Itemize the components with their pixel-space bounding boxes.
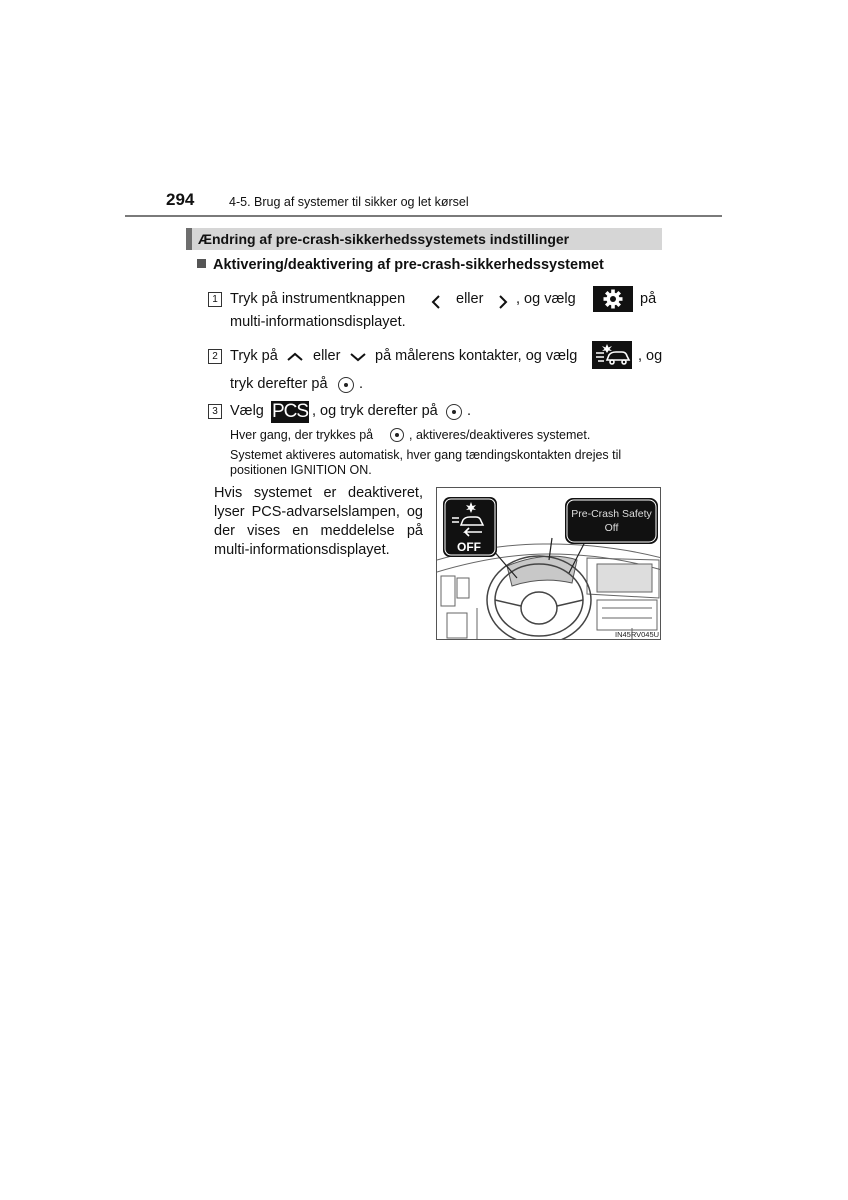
step1-text-b: eller: [456, 291, 484, 307]
paragraph-line3: der vises en meddelelse på: [214, 523, 423, 539]
chevron-up-icon: [286, 351, 304, 363]
illustration-code: IN45RV045U: [615, 630, 660, 639]
step1-text-line2: multi-informationsdisplayet.: [230, 314, 406, 330]
off-label: OFF: [457, 540, 481, 554]
step-number-2: 2: [208, 349, 222, 364]
display-message-line1: Pre-Crash Safety: [571, 508, 652, 520]
subsection-title: Aktivering/deaktivering af pre-crash-sikkerhedssystemet: [213, 257, 604, 273]
step2-text-b: eller: [313, 348, 341, 364]
step3-text-b: , og tryk derefter på: [312, 403, 438, 419]
note2-line1: Systemet aktiveres automatisk, hver gang tændingskontakten drejes til: [230, 448, 622, 462]
paragraph-line1: Hvis systemet er deaktiveret,: [214, 485, 423, 501]
step3-text-c: .: [467, 403, 472, 419]
square-bullet-icon: [197, 259, 206, 268]
step3-text-a: Vælg: [230, 403, 264, 419]
step2-text-a: Tryk på: [230, 348, 278, 364]
step-number-3: 3: [208, 404, 222, 419]
paragraph-line2: lyser PCS-advarselslampen, og: [214, 504, 423, 520]
page-number: 294: [166, 190, 195, 209]
pre-crash-icon: [592, 341, 632, 369]
pcs-icon: PCS: [271, 401, 309, 422]
ok-button-icon: [446, 404, 462, 420]
step1-text-d: på: [640, 291, 657, 307]
section-title: Ændring af pre-crash-sikkerhedssystemets indstillinger: [198, 231, 570, 247]
chapter-title: 4-5. Brug af systemer til sikker og let kørsel: [229, 195, 469, 209]
chevron-right-icon: [497, 294, 509, 310]
note2-line2: positionen IGNITION ON.: [230, 463, 372, 477]
step2-text-d: , og: [638, 348, 663, 364]
step1-text-a: Tryk på instrumentknappen: [230, 291, 406, 307]
step-number-1: 1: [208, 292, 222, 307]
ok-button-icon: [390, 428, 404, 442]
step2-text-line2: tryk derefter på: [230, 376, 328, 392]
step2-text-c: på målerens kontakter, og vælg: [375, 348, 578, 364]
ok-button-icon: [338, 377, 354, 393]
header-divider: [125, 215, 722, 217]
display-message-line2: Off: [604, 522, 619, 534]
subsection-heading: [197, 257, 604, 273]
section-heading-bar: [186, 228, 662, 250]
chevron-down-icon: [349, 351, 367, 363]
step2-text-end: .: [359, 376, 364, 392]
step1-text-c: , og vælg: [516, 291, 576, 307]
note1-text-a: Hver gang, der trykkes på: [230, 428, 374, 442]
chevron-left-icon: [430, 294, 442, 310]
gear-icon: [593, 286, 633, 312]
note1-text-b: , aktiveres/deaktiveres systemet.: [409, 428, 591, 442]
section-accent: [186, 228, 192, 250]
dashboard-illustration: [436, 487, 661, 640]
paragraph-line4: multi-informationsdisplayet.: [214, 542, 390, 558]
